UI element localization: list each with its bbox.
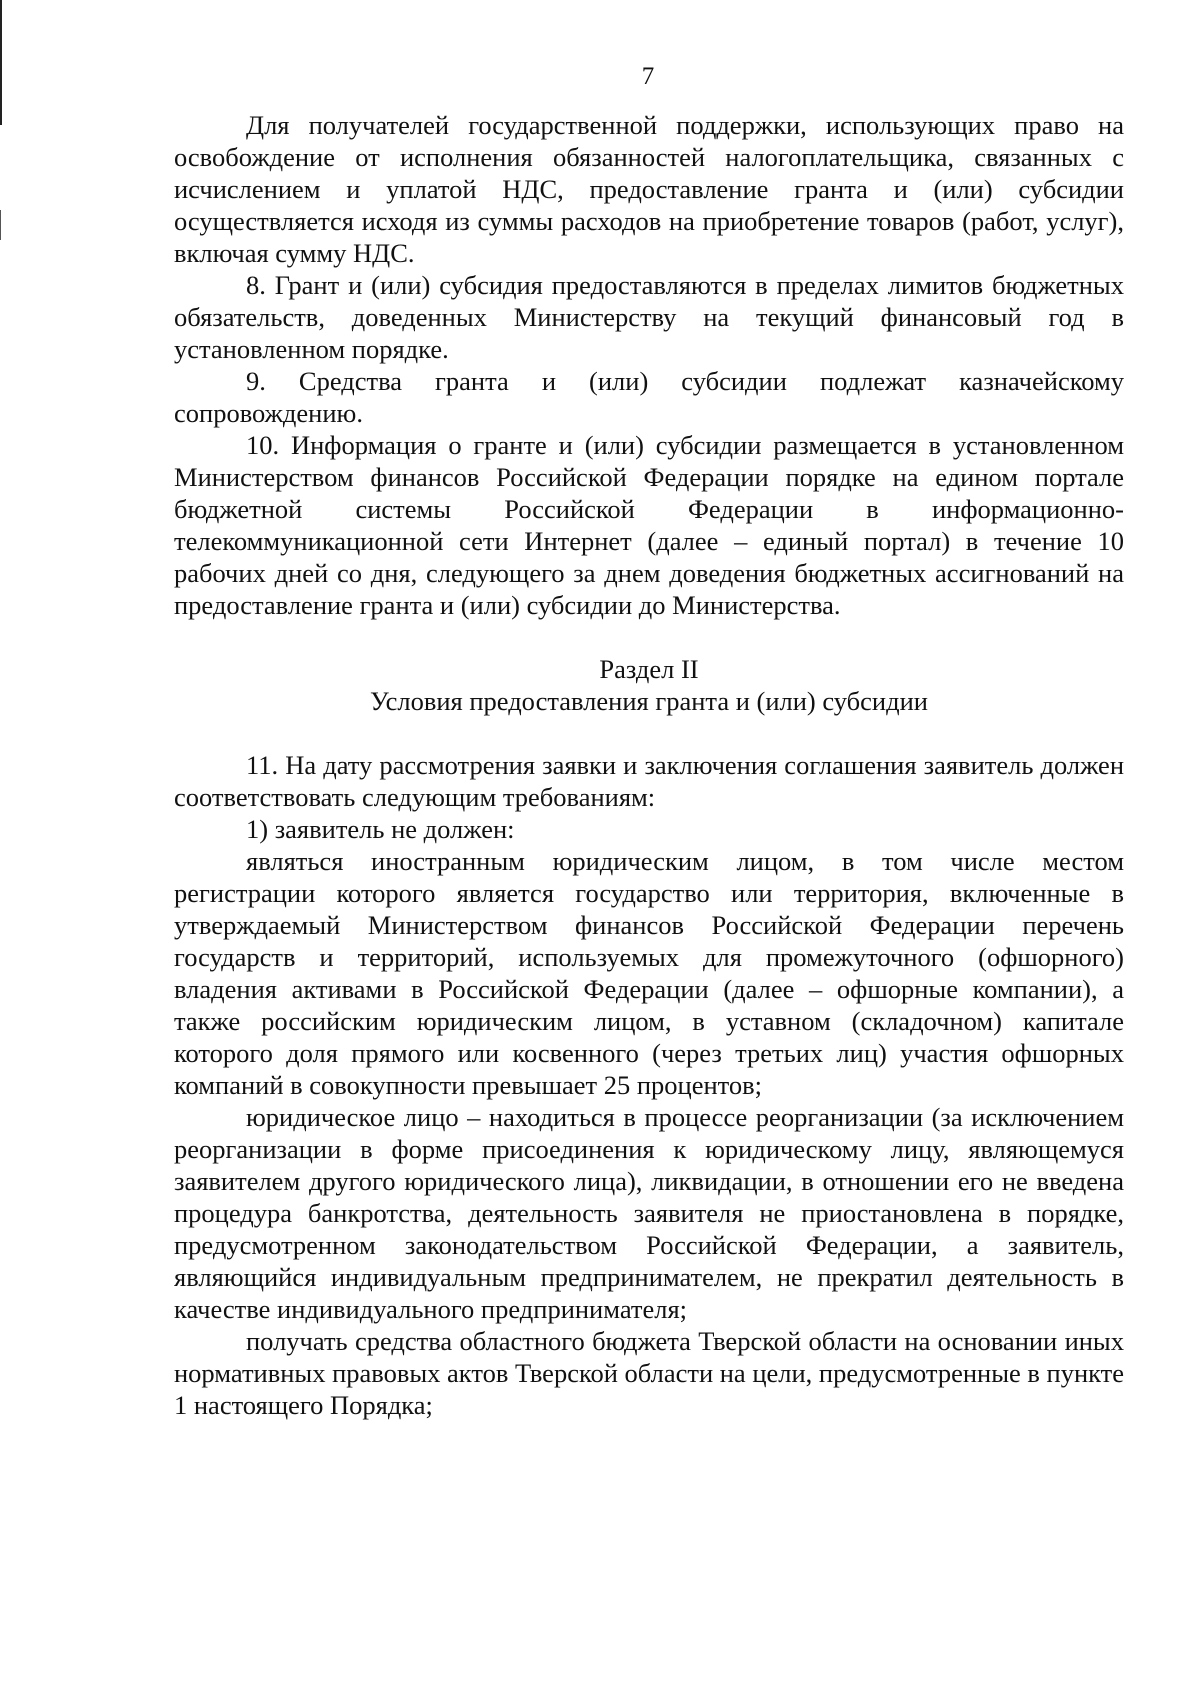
- paragraph-8: 8. Грант и (или) субсидия предоставляются в пределах лимитов бюджетных обязательств, доведенных Министерству на текущий финансовый год в установленном порядке.: [174, 270, 1124, 364]
- paragraph-11-item-1: 1) заявитель не должен:: [246, 814, 515, 844]
- paragraph-9: 9. Средства гранта и (или) субсидии подлежат казначейскому сопровождению.: [174, 366, 1124, 428]
- paragraph-vat: Для получателей государственной поддержки, использующих право на освобождение от исполнения обязанностей налогоплательщика, связанных с исчислением и уплатой НДС, предоставление гранта и (или) субсидии осуществляется исходя из суммы расходов на приобретение товаров (работ, услуг), включая сумму НДС.: [174, 110, 1124, 268]
- document-body: [174, 109, 1124, 1421]
- section-subtitle: Условия предоставления гранта и (или) субсидии: [370, 686, 928, 716]
- section-title: Раздел II: [599, 654, 699, 684]
- paragraph-foreign-entity: являться иностранным юридическим лицом, в том числе местом регистрации которого является государство или территория, включенные в утверждаемый Министерством финансов Российской Федерации перечень государств и территорий, используемых для промежуточного (офшорного) владения активами в Российской Федерации (далее – офшорные компании), а также российским юридическим лицом, в уставном (складочном) капитале которого доля прямого или косвенного (через третьих лиц) участия офшорных компаний в совокупности превышает 25 процентов;: [174, 846, 1124, 1100]
- paragraph-10: 10. Информация о гранте и (или) субсидии размещается в установленном Министерством финансов Российской Федерации порядке на едином портале бюджетной системы Российской Федерации в информационно-телекоммуникационной сети Интернет (далее – единый портал) в течение 10 рабочих дней со дня, следующего за днем доведения бюджетных ассигнований на предоставление гранта и (или) субсидии до Министерства.: [174, 430, 1124, 620]
- paragraph-regional-budget: получать средства областного бюджета Тверской области на основании иных нормативных правовых актов Тверской области на цели, предусмотренные в пункте 1 настоящего Порядка;: [174, 1326, 1125, 1420]
- page-number: 7: [641, 63, 655, 90]
- scan-edge-mark: [0, 210, 1, 240]
- paragraph-11: 11. На дату рассмотрения заявки и заключения соглашения заявитель должен соответствовать следующим требованиям:: [174, 750, 1124, 812]
- paragraph-reorganization: юридическое лицо – находиться в процессе реорганизации (за исключением реорганизации в форме присоединения к юридическому лицу, являющемуся заявителем другого юридического лица), ликвидации, в отношении его не введена процедура банкротства, деятельность заявителя не приостановлена в порядке, предусмотренном законодательством Российской Федерации, а заявитель, являющийся индивидуальным предпринимателем, не прекратил деятельность в качестве индивидуального предпринимателя;: [174, 1102, 1124, 1324]
